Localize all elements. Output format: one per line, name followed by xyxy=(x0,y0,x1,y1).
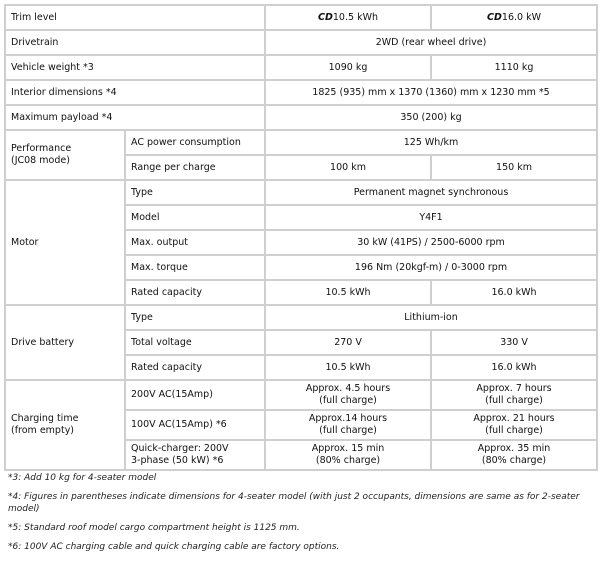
range-b: 150 km xyxy=(431,155,597,180)
value-battery-type: Lithium-ion xyxy=(265,305,597,330)
vehicle-weight-a: 1090 kg xyxy=(265,55,431,80)
spec-table xyxy=(4,4,598,471)
label-maximum-payload: Maximum payload *4 xyxy=(5,105,265,130)
row-charge-200v xyxy=(5,380,597,410)
footnote-3: *3: Add 10 kg for 4-seater model xyxy=(8,473,157,483)
motor-rated-capacity-a: 10.5 kWh xyxy=(265,280,431,305)
group-performance xyxy=(5,130,125,180)
label-motor-rated-capacity: Rated capacity xyxy=(125,280,265,305)
row-trim-level xyxy=(5,5,597,30)
row-ac-power xyxy=(5,130,597,155)
charge-quick-b xyxy=(431,440,597,470)
label-drivetrain: Drivetrain xyxy=(5,30,265,55)
total-voltage-a: 270 V xyxy=(265,330,431,355)
charging-group-label: Charging time (from empty) xyxy=(11,413,79,436)
row-motor-type xyxy=(5,180,597,205)
label-max-torque: Max. torque xyxy=(125,255,265,280)
footnote-5: *5: Standard roof model cargo compartment height is 1125 mm. xyxy=(8,523,300,533)
row-maximum-payload xyxy=(5,105,597,130)
label-interior-dimensions: Interior dimensions *4 xyxy=(5,80,265,105)
footnotes xyxy=(8,472,594,560)
charge-100v-a xyxy=(265,410,431,440)
charge-200v-a-text: Approx. 4.5 hours (full charge) xyxy=(305,383,391,406)
label-trim-level: Trim level xyxy=(5,5,265,30)
charge-100v-b xyxy=(431,410,597,440)
charge-quick-b-text: Approx. 35 min (80% charge) xyxy=(477,443,551,466)
group-charging-time xyxy=(5,380,125,470)
label-charge-200v: 200V AC(15Amp) xyxy=(125,380,265,410)
value-max-torque: 196 Nm (20kgf-m) / 0-3000 rpm xyxy=(265,255,597,280)
label-vehicle-weight: Vehicle weight *3 xyxy=(5,55,265,80)
value-maximum-payload: 350 (200) kg xyxy=(265,105,597,130)
value-motor-type: Permanent magnet synchronous xyxy=(265,180,597,205)
vehicle-weight-b: 1110 kg xyxy=(431,55,597,80)
group-motor: Motor xyxy=(5,180,125,305)
charge-200v-b xyxy=(431,380,597,410)
row-battery-type xyxy=(5,305,597,330)
value-drivetrain: 2WD (rear wheel drive) xyxy=(265,30,597,55)
total-voltage-b: 330 V xyxy=(431,330,597,355)
battery-rated-capacity-b: 16.0 kWh xyxy=(431,355,597,380)
charge-100v-b-text: Approx. 21 hours (full charge) xyxy=(473,413,555,436)
performance-group-label: Performance (JC08 mode) xyxy=(11,143,72,166)
trim-value-a: 10.5 kWh xyxy=(332,11,378,23)
label-motor-model: Model xyxy=(125,205,265,230)
row-vehicle-weight xyxy=(5,55,597,80)
row-interior-dimensions xyxy=(5,80,597,105)
label-range: Range per charge xyxy=(125,155,265,180)
label-battery-type: Type xyxy=(125,305,265,330)
value-max-output: 30 kW (41PS) / 2500-6000 rpm xyxy=(265,230,597,255)
charge-quick-label-text: Quick-charger: 200V 3-phase (50 kW) *6 xyxy=(131,443,229,466)
label-battery-rated-capacity: Rated capacity xyxy=(125,355,265,380)
value-motor-model: Y4F1 xyxy=(265,205,597,230)
trim-level-a xyxy=(265,5,431,30)
charge-quick-a xyxy=(265,440,431,470)
label-ac-power: AC power consumption xyxy=(125,130,265,155)
value-ac-power: 125 Wh/km xyxy=(265,130,597,155)
label-total-voltage: Total voltage xyxy=(125,330,265,355)
trim-value-b: 16.0 kW xyxy=(501,11,541,23)
charge-200v-a xyxy=(265,380,431,410)
label-charge-100v: 100V AC(15Amp) *6 xyxy=(125,410,265,440)
charge-200v-b-text: Approx. 7 hours (full charge) xyxy=(476,383,552,406)
label-motor-type: Type xyxy=(125,180,265,205)
row-drivetrain xyxy=(5,30,597,55)
range-a: 100 km xyxy=(265,155,431,180)
cd-mark-b: CD xyxy=(487,11,502,23)
label-max-output: Max. output xyxy=(125,230,265,255)
charge-100v-a-text: Approx.14 hours (full charge) xyxy=(308,413,388,436)
value-interior-dimensions: 1825 (935) mm x 1370 (1360) mm x 1230 mm *5 xyxy=(265,80,597,105)
label-charge-quick xyxy=(125,440,265,470)
footnote-6: *6: 100V AC charging cable and quick charging cable are factory options. xyxy=(8,542,340,552)
trim-level-b xyxy=(431,5,597,30)
footnote-4: *4: Figures in parentheses indicate dimensions for 4-seater model (with just 2 occupants, dimensions are same as for 2-seater model) xyxy=(8,492,580,514)
charge-quick-a-text: Approx. 15 min (80% charge) xyxy=(311,443,385,466)
group-drive-battery: Drive battery xyxy=(5,305,125,380)
cd-mark-a: CD xyxy=(318,11,333,23)
battery-rated-capacity-a: 10.5 kWh xyxy=(265,355,431,380)
motor-rated-capacity-b: 16.0 kWh xyxy=(431,280,597,305)
